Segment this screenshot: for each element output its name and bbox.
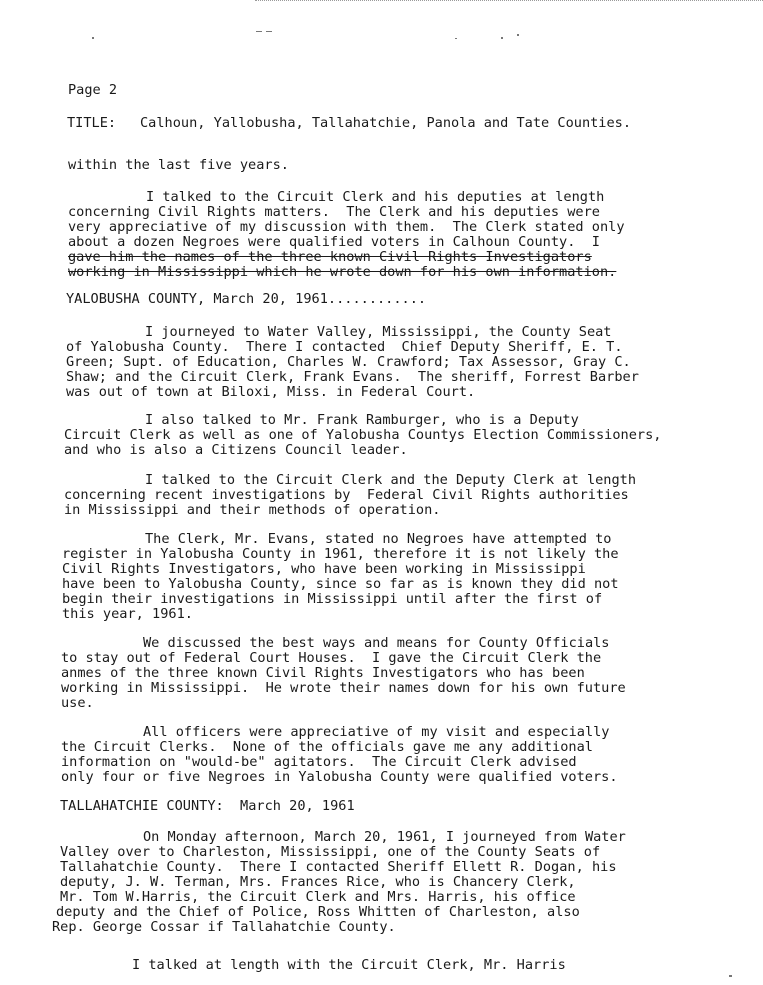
text-line: concerning recent investigations by Federal Civil Rights authorities [64,487,629,503]
text-line: of Yalobusha County. There I contacted Chief Deputy Sheriff, E. T. [66,339,623,355]
text-line: deputy and the Chief of Police, Ross Whitten of Charleston, also [56,904,580,920]
text-line: was out of town at Biloxi, Miss. in Federal Court. [66,384,476,400]
text-line: about a dozen Negroes were qualified voters in Calhoun County. I [68,234,600,250]
title-text: Calhoun, Yallobusha, Tallahatchie, Panola and Tate Counties. [140,115,632,131]
text-line: We discussed the best ways and means for County Officials [143,635,610,651]
page-number: Page 2 [68,82,118,98]
scan-edge-dots [255,0,763,4]
text-line: All officers were appreciative of my visit and especially [143,724,610,740]
scan-speck [92,37,94,39]
text-line: Tallahatchie County. There I contacted Sheriff Ellett R. Dogan, his [60,859,617,875]
text-line: I also talked to Mr. Frank Ramburger, who is a Deputy [145,412,579,428]
text-line: and who is also a Citizens Council leader. [64,442,408,458]
text-line: I talked to the Circuit Clerk and the Deputy Clerk at length [145,472,637,488]
text-line: Shaw; and the Circuit Clerk, Frank Evans. The sheriff, Forrest Barber [66,369,639,385]
scan-speck [501,37,503,39]
text-line: to stay out of Federal Court Houses. I gave the Circuit Clerk the [61,650,602,666]
section-heading-yalobusha: YALOBUSHA COUNTY, March 20, 1961............ [66,291,427,307]
text-line: within the last five years. [68,157,289,173]
text-line: in Mississippi and their methods of operation. [64,502,441,518]
text-line: Mr. Tom W.Harris, the Circuit Clerk and Mrs. Harris, his office [60,889,576,905]
text-line: very appreciative of my discussion with them. The Clerk stated only [68,219,625,235]
text-line: On Monday afternoon, March 20, 1961, I journeyed from Water [143,829,626,845]
text-line: deputy, J. W. Terman, Mrs. Frances Rice, who is Chancery Clerk, [60,874,576,890]
text-line: Rep. George Cossar if Tallahatchie County. [52,919,396,935]
text-line: register in Yalobusha County in 1961, therefore it is not likely the [62,546,619,562]
text-line: Civil Rights Investigators, who have been working in Mississippi [62,561,586,577]
text-line: Circuit Clerk as well as one of Yalobusha Countys Election Commissioners, [64,427,662,443]
title-label: TITLE: [67,115,117,131]
text-line: begin their investigations in Mississippi until after the first of [62,591,603,607]
scan-speck [517,34,519,36]
text-line: concerning Civil Rights matters. The Clerk and his deputies were [68,204,600,220]
text-line: only four or five Negroes in Yalobusha County were qualified voters. [61,769,618,785]
text-line: The Clerk, Mr. Evans, stated no Negroes have attempted to [145,531,612,547]
text-line: I talked at length with the Circuit Clerk, Mr. Harris [132,957,566,973]
text-line: I journeyed to Water Valley, Mississippi, the County Seat [145,324,612,340]
scan-speck [256,31,262,32]
struck-text-line: working in Mississippi which he wrote down for his own information. [68,264,617,280]
text-line: anmes of the three known Civil Rights Investigators who has been [61,665,585,681]
section-heading-tallahatchie: TALLAHATCHIE COUNTY: March 20, 1961 [60,798,355,814]
scan-speck [266,31,272,32]
scan-speck [455,38,457,39]
text-line: have been to Yalobusha County, since so far as is known they did not [62,576,619,592]
text-line: working in Mississippi. He wrote their names down for his own future [61,680,626,696]
text-line: the Circuit Clerks. None of the officials gave me any additional [61,739,593,755]
text-line: Valley over to Charleston, Mississippi, one of the County Seats of [60,844,601,860]
text-line: use. [61,695,94,711]
text-line: I talked to the Circuit Clerk and his deputies at length [146,189,605,205]
text-line: information on "would-be" agitators. The Circuit Clerk advised [61,754,577,770]
struck-text-line: gave him the names of the three known Civil Rights Investigators [68,249,592,265]
scan-speck [729,975,732,977]
text-line: this year, 1961. [62,606,193,622]
text-line: Green; Supt. of Education, Charles W. Crawford; Tax Assessor, Gray C. [66,354,631,370]
